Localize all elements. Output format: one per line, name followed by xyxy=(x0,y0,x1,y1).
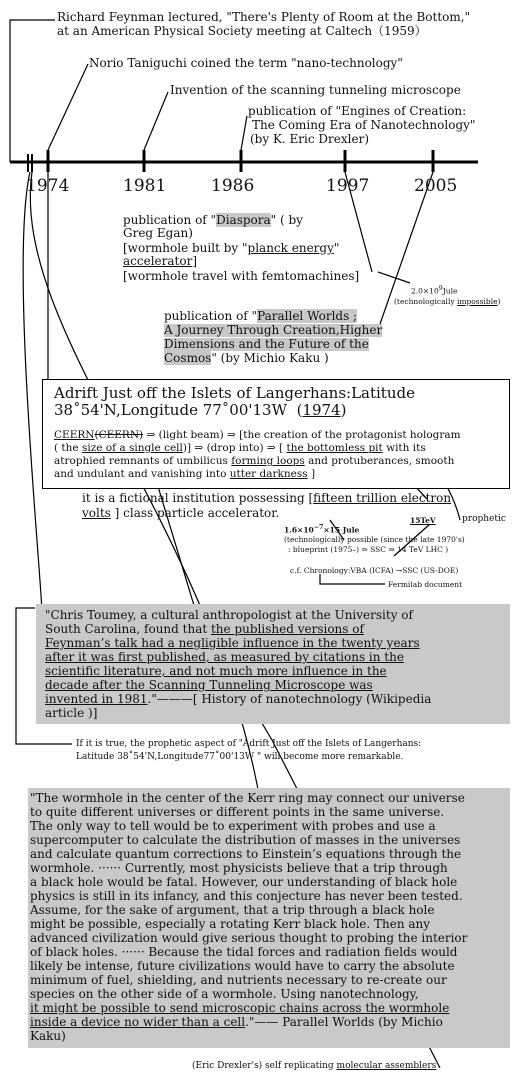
diaspora-line5: [wormhole travel with femtomachines] xyxy=(123,269,360,283)
adrift-desc-line4: and undulant and vanishing into utter darkness ] xyxy=(54,468,316,480)
diaspora-line4: accelerator] xyxy=(123,254,197,268)
year-label: 1974 xyxy=(26,176,70,196)
parallel-line2: A Journey Through Creation,Higher xyxy=(164,323,383,337)
accelerator-note2: : blueprint (1975–) ⇒ SSC ⇒ 14 TeV LHC ) xyxy=(288,545,449,554)
diaspora-line3: [wormhole built by "planck energy" xyxy=(123,241,340,255)
accelerator-line1: it is a fictional institution possessing [fifteen trillion electron xyxy=(82,491,452,505)
fermilab-connector xyxy=(320,574,385,584)
toumey-l4: after it was first published, as measured by citations in the xyxy=(45,650,404,664)
toumey-l8: article )] xyxy=(45,706,98,720)
event-feynman-line2: at an American Physical Society meeting at Caltech（1959） xyxy=(57,24,427,38)
kaku-l17: inside a device no wider than a cell."—— Parallel Worlds (by Michio xyxy=(30,1015,443,1029)
assemblers-caption: (Eric Drexler's) self replicating molecular assemblers xyxy=(192,1061,437,1071)
accelerator-energy: $1.6\times 10^{-7}\times 15$ Jule xyxy=(284,524,360,535)
diaspora-title: Diaspora xyxy=(216,213,271,227)
event-drexler-line2: The Coming Era of Nanotechnology" xyxy=(252,118,476,132)
energy-connector xyxy=(378,272,410,283)
kaku-l7: a black hole would be fatal. However, our understanding of black hole xyxy=(30,875,458,889)
kaku-l11: advanced civilization would give serious thought to probing the interior xyxy=(30,931,468,945)
parallel-line1: publication of "Parallel Worlds ; xyxy=(164,309,358,323)
chronology-link[interactable]: c.f. Chronology:VBA (ICFA) →SSC (US-DOE) xyxy=(290,566,459,575)
toumey-arc xyxy=(23,172,42,612)
kaku-l4: supercomputer to calculate the distribution of masses in the universes xyxy=(30,833,461,847)
kaku-l14: minimum of fuel, shielding, and nutrients necessary to re-create our xyxy=(30,973,447,987)
toumey-l6: decade after the Scanning Tunneling Microscope was xyxy=(45,678,373,692)
fermilab-label: Fermilab document xyxy=(388,580,463,589)
year-label: 1981 xyxy=(123,176,167,196)
accelerator-note1: (technologically possible (since the late 1970's) xyxy=(284,535,465,544)
parallel-line4: Cosmos" (by Michio Kaku ) xyxy=(164,351,329,365)
accelerator-tev: 15TeV xyxy=(410,516,436,525)
toumey-l7: invented in 1981."———[ History of nanotechnology (Wikipedia xyxy=(45,692,432,706)
adrift-desc-line3: atrophied remnants of umbilicus forming loops and protuberances, smooth xyxy=(54,455,455,467)
toumey-l5: scientific literature, and not much more influence in the xyxy=(45,664,387,678)
remark-l2: Latitude 38˚54'N,Longitude77˚00'13W " will become more remarkable. xyxy=(76,752,404,762)
diaspora-energy: $2.0\times 10^9Jule$ xyxy=(411,285,458,296)
stm-connector xyxy=(144,92,168,150)
parallel-line3: Dimensions and the Future of the xyxy=(164,337,369,351)
kaku-l3: The only way to tell would be to experiment with probes and use a xyxy=(30,819,436,833)
event-drexler-line1: publication of "Engines of Creation: xyxy=(248,104,467,118)
kaku-l18: Kaku) xyxy=(30,1029,66,1043)
event-drexler-line3: (by K. Eric Drexler) xyxy=(250,132,370,146)
prophetic-label: prophetic xyxy=(462,514,506,524)
remark-l1: If it is true, the prophetic aspect of "Adrift Just off the Islets of Langerhans: xyxy=(76,739,422,749)
kaku-l9: Assume, for the sake of argument, that a trip through a black hole xyxy=(30,903,435,917)
toumey-l1: "Chris Toumey, a cultural anthropologist at the University of xyxy=(45,608,413,622)
kaku-l5: and calculate quantum corrections to Einstein’s equations through the xyxy=(30,847,462,861)
drexler-connector xyxy=(241,116,247,150)
kaku-l8: physics is still in its infancy, and this conjecture has never been tested. xyxy=(30,889,463,903)
accelerator-line2: volts ] class particle accelerator. xyxy=(82,506,280,520)
diaspora-line2: Greg Egan) xyxy=(123,226,193,240)
adrift-title-line2: 38˚54'N,Longitude 77˚00'13W (1974) xyxy=(54,401,347,419)
year-label: 1986 xyxy=(211,176,255,196)
kaku-l1: "The wormhole in the center of the Kerr ring may connect our universe xyxy=(30,791,465,805)
kaku-l10: might be possible, especially a rotating Kerr black hole. Then any xyxy=(30,917,431,931)
assemblers-link[interactable]: molecular assemblers xyxy=(336,1061,437,1071)
kaku-l13: likely be intense, future civilizations would have to carry the absolute xyxy=(30,959,455,973)
year-label: 2005 xyxy=(414,176,458,196)
taniguchi-connector xyxy=(48,64,88,150)
adrift-year: 1974 xyxy=(302,401,341,419)
kaku-l6: wormhole. ······ Currently, most physicists believe that a trip through xyxy=(30,861,448,875)
kaku-l2: to quite different universes or different points in the same universe. xyxy=(30,805,445,819)
adrift-desc-line1: CEERN(CEERN) ⇒ (light beam) ⇒ [the creation of the protagonist hologram xyxy=(54,429,461,441)
event-feynman-line1: Richard Feynman lectured, "There's Plenty of Room at the Bottom," xyxy=(57,10,471,24)
toumey-l2: South Carolina, found that the published versions of xyxy=(45,622,364,636)
event-taniguchi: Norio Taniguchi coined the term "nano-technology" xyxy=(89,56,403,70)
feynman-connector xyxy=(10,20,55,162)
toumey-l3: Feynman’s talk had a negligible influence in the twenty years xyxy=(45,636,420,650)
kaku-l12: of black holes. ······ Because the tidal forces and radiation fields would xyxy=(30,945,458,959)
year-label: 1997 xyxy=(326,176,370,196)
kaku-l15: species on the other side of a wormhole. Using nanotechnology, xyxy=(30,987,419,1001)
diaspora-energy-note: (technologically impossible) xyxy=(394,297,501,306)
diaspora-line1: publication of "Diaspora" ( by xyxy=(123,213,303,227)
adrift-title-line1: Adrift Just off the Islets of Langerhans:Latitude xyxy=(54,384,415,402)
event-stm: Invention of the scanning tunneling microscope xyxy=(170,83,461,97)
kaku-l16: it might be possible to send microscopic chains across the wormhole xyxy=(30,1001,450,1015)
adrift-desc-line2: ( the size of a single cell)] ⇒ (drop into) ⇒ [ the bottomless pit with its xyxy=(54,442,426,454)
